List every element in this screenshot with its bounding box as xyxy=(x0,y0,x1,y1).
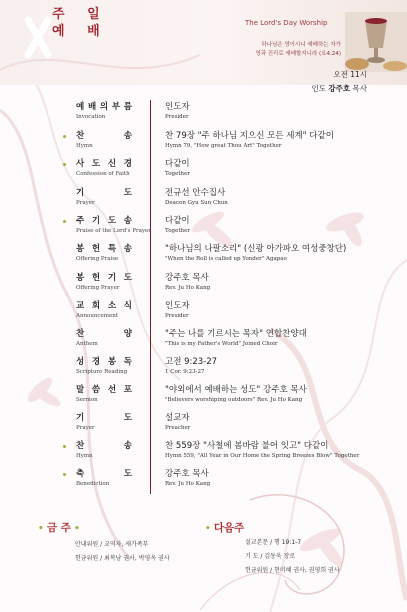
row-bullet-icon xyxy=(63,135,66,138)
communion-cup-bread-image xyxy=(345,12,407,72)
order-item-title: 축 도 xyxy=(76,469,132,479)
offering-heading xyxy=(38,520,80,535)
next-week-label: 다음주 xyxy=(213,522,245,534)
order-item-title: 주 기 도 송 xyxy=(76,216,132,226)
leader-name: 강주호 xyxy=(328,84,351,93)
order-item-title-english: Benediction xyxy=(76,481,110,487)
order-item-title: 봉 헌 기 도 xyxy=(76,273,132,283)
next-week-line-1: 설교본문 / 행 19:1-7 xyxy=(245,539,302,546)
next-week-details xyxy=(245,536,340,578)
offering-bullet-icon-right: • xyxy=(70,524,80,534)
order-item-title: 교 회 소 식 xyxy=(76,301,132,311)
order-item-detail-english: Together xyxy=(165,228,190,234)
order-item-title-english: Prayer xyxy=(76,425,95,431)
offering-line-1: 안내위원 / 교역자, 새가족부 xyxy=(75,541,149,548)
order-row xyxy=(0,412,407,440)
order-item-detail: "야외에서 예배하는 성도" 강주호 목사 xyxy=(165,385,307,395)
order-row xyxy=(0,328,407,356)
order-item-detail: 찬 559장 "사철에 봄바람 불어 잇고" 다같이 xyxy=(165,441,329,451)
order-item-title-english: Announcement xyxy=(76,313,119,319)
verse-line-1: 하나님은 영이시니 예배하는 자가 xyxy=(261,42,341,48)
scripture-verse xyxy=(221,41,341,59)
order-item-title-english: Hymn xyxy=(76,143,93,149)
order-row xyxy=(0,215,407,243)
offering-line-2: 헌금위원 / 최복남 권사, 박영옥 권사 xyxy=(75,555,170,562)
order-item-title: 찬 양 xyxy=(76,329,132,339)
order-row xyxy=(0,356,407,384)
order-item-detail: 인도자 xyxy=(165,102,190,112)
worship-title xyxy=(52,6,122,40)
order-item-detail: 다같이 xyxy=(165,216,190,226)
next-week-line-3: 헌금위원 / 현미혜 권사, 권영희 권사 xyxy=(245,567,340,574)
next-week-bullet-icon: • xyxy=(205,524,214,534)
order-item-title-english: Scripture Reading xyxy=(76,369,128,375)
order-item-detail-english: "This is my Father's World" Joined Choir xyxy=(165,341,278,347)
order-item-title-english: Hymn xyxy=(76,453,93,459)
order-item-title-english: Praise of the Lord's Prayer xyxy=(76,228,151,234)
order-item-title-english: Offering Praise xyxy=(76,256,119,262)
order-item-title-english: Offering Prayer xyxy=(76,285,120,291)
row-bullet-icon xyxy=(63,473,66,476)
order-item-detail-english: Presider xyxy=(165,313,189,319)
order-row xyxy=(0,468,407,496)
order-item-title: 기 도 xyxy=(76,413,132,423)
offering-details xyxy=(75,538,170,566)
order-item-detail: 다같이 xyxy=(165,159,190,169)
order-item-title: 예 배 의 부 름 xyxy=(76,102,132,112)
order-item-detail-english: Together xyxy=(165,171,190,177)
order-item-detail-english: Hymn 79, "How great Thou Art" Together xyxy=(165,143,282,149)
leader-title: 목사 xyxy=(352,84,367,93)
order-item-title: 성 경 봉 독 xyxy=(76,357,132,367)
order-item-detail: 설교자 xyxy=(165,413,190,423)
order-item-detail-english: 1 Cor. 9:23-27 xyxy=(165,369,205,375)
title-line-1: 주 일 xyxy=(52,7,109,22)
order-item-detail: 고전 9:23-27 xyxy=(165,357,218,367)
next-week-line-2: 기 도 / 김동욱 장로 xyxy=(245,553,296,560)
row-bullet-icon xyxy=(63,220,66,223)
order-row xyxy=(0,384,407,412)
order-row xyxy=(0,440,407,468)
order-item-detail-english: Presider xyxy=(165,114,189,120)
next-week-heading xyxy=(205,520,244,535)
verse-line-2: 영과 진리로 예배할지니라 (요4:24) xyxy=(255,51,341,57)
offering-label: 금 주 xyxy=(46,522,71,534)
title-line-2: 예 배 xyxy=(52,24,109,39)
order-item-title: 찬 송 xyxy=(76,131,132,141)
order-item-detail: 인도자 xyxy=(165,301,190,311)
order-item-title-english: Anthem xyxy=(76,341,98,347)
order-row xyxy=(0,130,407,158)
service-leader xyxy=(311,82,367,96)
order-row xyxy=(0,187,407,215)
order-item-title-english: Prayer xyxy=(76,200,95,206)
service-time: 오전 11시 xyxy=(333,70,367,79)
order-item-title: 말 씀 선 포 xyxy=(76,385,132,395)
order-row xyxy=(0,300,407,328)
order-item-detail-english: "Believers worshiping outdoors" Rev. Ju Ho Kang xyxy=(165,397,303,403)
service-time-info xyxy=(311,68,367,96)
order-item-detail: 강주호 목사 xyxy=(165,469,209,479)
row-bullet-icon xyxy=(63,445,66,448)
order-row xyxy=(0,243,407,271)
order-item-title-english: Confession of Faith xyxy=(76,171,130,177)
order-item-detail-english: Hymn 559, "All Year in Our Home the Spring Breezes Blow" Together xyxy=(165,453,360,459)
order-row xyxy=(0,272,407,300)
order-item-detail: 전규선 안수집사 xyxy=(165,188,226,198)
offering-bullet-icon: • xyxy=(38,524,47,534)
order-item-title-english: Sermon xyxy=(76,397,98,403)
order-item-detail-english: "When the Roll is called up Yonder" Agapao xyxy=(165,256,287,262)
order-item-detail-english: Rev. Ju Ho Kang xyxy=(165,285,211,291)
order-item-detail: 강주호 목사 xyxy=(165,273,209,283)
leader-label: 인도 xyxy=(311,84,326,93)
order-item-title: 찬 송 xyxy=(76,441,132,451)
order-item-title-english: Invocation xyxy=(76,114,106,120)
order-item-detail-english: Preacher xyxy=(165,425,191,431)
row-bullet-icon xyxy=(63,163,66,166)
order-row xyxy=(0,101,407,129)
order-item-detail-english: Rev. Ju Ho Kang xyxy=(165,481,211,487)
english-title: The Lord's Day Worship xyxy=(245,19,328,27)
order-item-detail-english: Deacon Gyu Sun Chun xyxy=(165,200,228,206)
order-row xyxy=(0,158,407,186)
order-item-title: 기 도 xyxy=(76,188,132,198)
order-item-title: 사 도 신 경 xyxy=(76,159,132,169)
order-item-title: 봉 헌 특 송 xyxy=(76,244,132,254)
order-item-detail: 찬 79장 "주 하나님 지으신 모든 세계" 다같이 xyxy=(165,131,334,141)
order-item-detail: "주는 나를 기르시는 목자" 연합찬양대 xyxy=(165,329,307,339)
order-item-detail: "하나님의 나팔소리" (신광 아가파오 여성중창단) xyxy=(165,244,347,254)
